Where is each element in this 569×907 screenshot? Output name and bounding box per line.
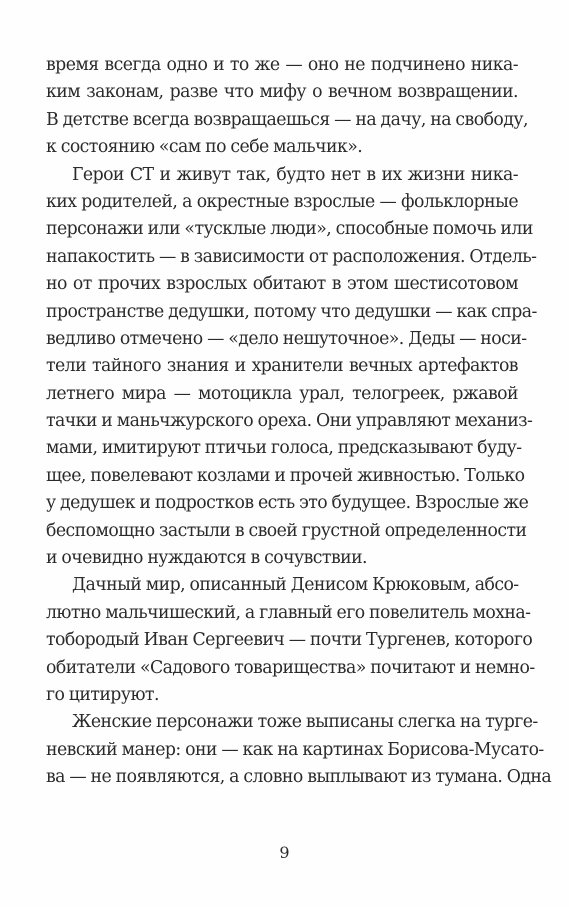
- text-line: невский манер: они — как на картинах Борисова-Мусато-: [46, 739, 544, 760]
- text-line: и очевидно нуждаются в сочувствии.: [46, 548, 368, 569]
- text-line: мами, имитируют птичьи голоса, предсказывают буду-: [46, 438, 522, 459]
- text-line: пространстве дедушки, потому что дедушки — как спра-: [46, 301, 537, 322]
- text-line: В детстве всегда возвращаешься — на дачу, на свободу,: [46, 109, 528, 130]
- text-line: напакостить — в зависимости от расположения. Отдель-: [46, 246, 537, 267]
- text-line: летнего мира — мотоцикла урал, телогреек, ржавой: [46, 383, 518, 404]
- text-line: Герои СТ и живут так, будто нет в их жизни ника-: [72, 164, 518, 185]
- text-line: тели тайного знания и хранители вечных артефактов: [46, 356, 518, 377]
- text-line: Дачный мир, описанный Денисом Крюковым, абсо-: [72, 575, 519, 596]
- text-line: беспомощно застыли в своей грустной определенности: [46, 520, 527, 541]
- text-line: Женские персонажи тоже выписаны слегка на турге-: [72, 712, 538, 733]
- text-line: к состоянию «сам по себе мальчик».: [46, 137, 363, 158]
- text-line: го цитируют.: [46, 684, 159, 705]
- text-line: обитатели «Садового товарищества» почитают и немно-: [46, 657, 535, 678]
- text-line: ва — не появляются, а словно выплывают из тумана. Одна: [46, 767, 552, 788]
- text-line: тобородый Иван Сергеевич — почти Тургенев, которого: [46, 630, 533, 651]
- text-line: время всегда одно и то же — оно не подчинено ника-: [46, 55, 518, 75]
- text-line: персонажи или «тусклые люди», способные помочь или: [46, 219, 533, 240]
- text-line: у дедушек и подростков есть это будущее. Взрослые же: [46, 493, 529, 514]
- page-number: 9: [279, 843, 290, 862]
- text-line: тачки и маньчжурского ореха. Они управляют механиз-: [46, 411, 533, 432]
- text-line: ведливо отмечено — «дело нешуточное». Деды — носи-: [46, 328, 527, 349]
- text-line: ких родителей, а окрестные взрослые — фольклорные: [46, 191, 518, 212]
- body-text: [46, 52, 552, 792]
- text-line: щее, повелевают козлами и прочей живностью. Только: [46, 465, 525, 486]
- text-line: но от прочих взрослых обитают в этом шестисотовом: [46, 274, 518, 295]
- text-line: ким законам, разве что мифу о вечном возвращении.: [46, 82, 518, 103]
- text-line: лютно мальчишеский, а главный его повелитель мохна-: [46, 602, 531, 623]
